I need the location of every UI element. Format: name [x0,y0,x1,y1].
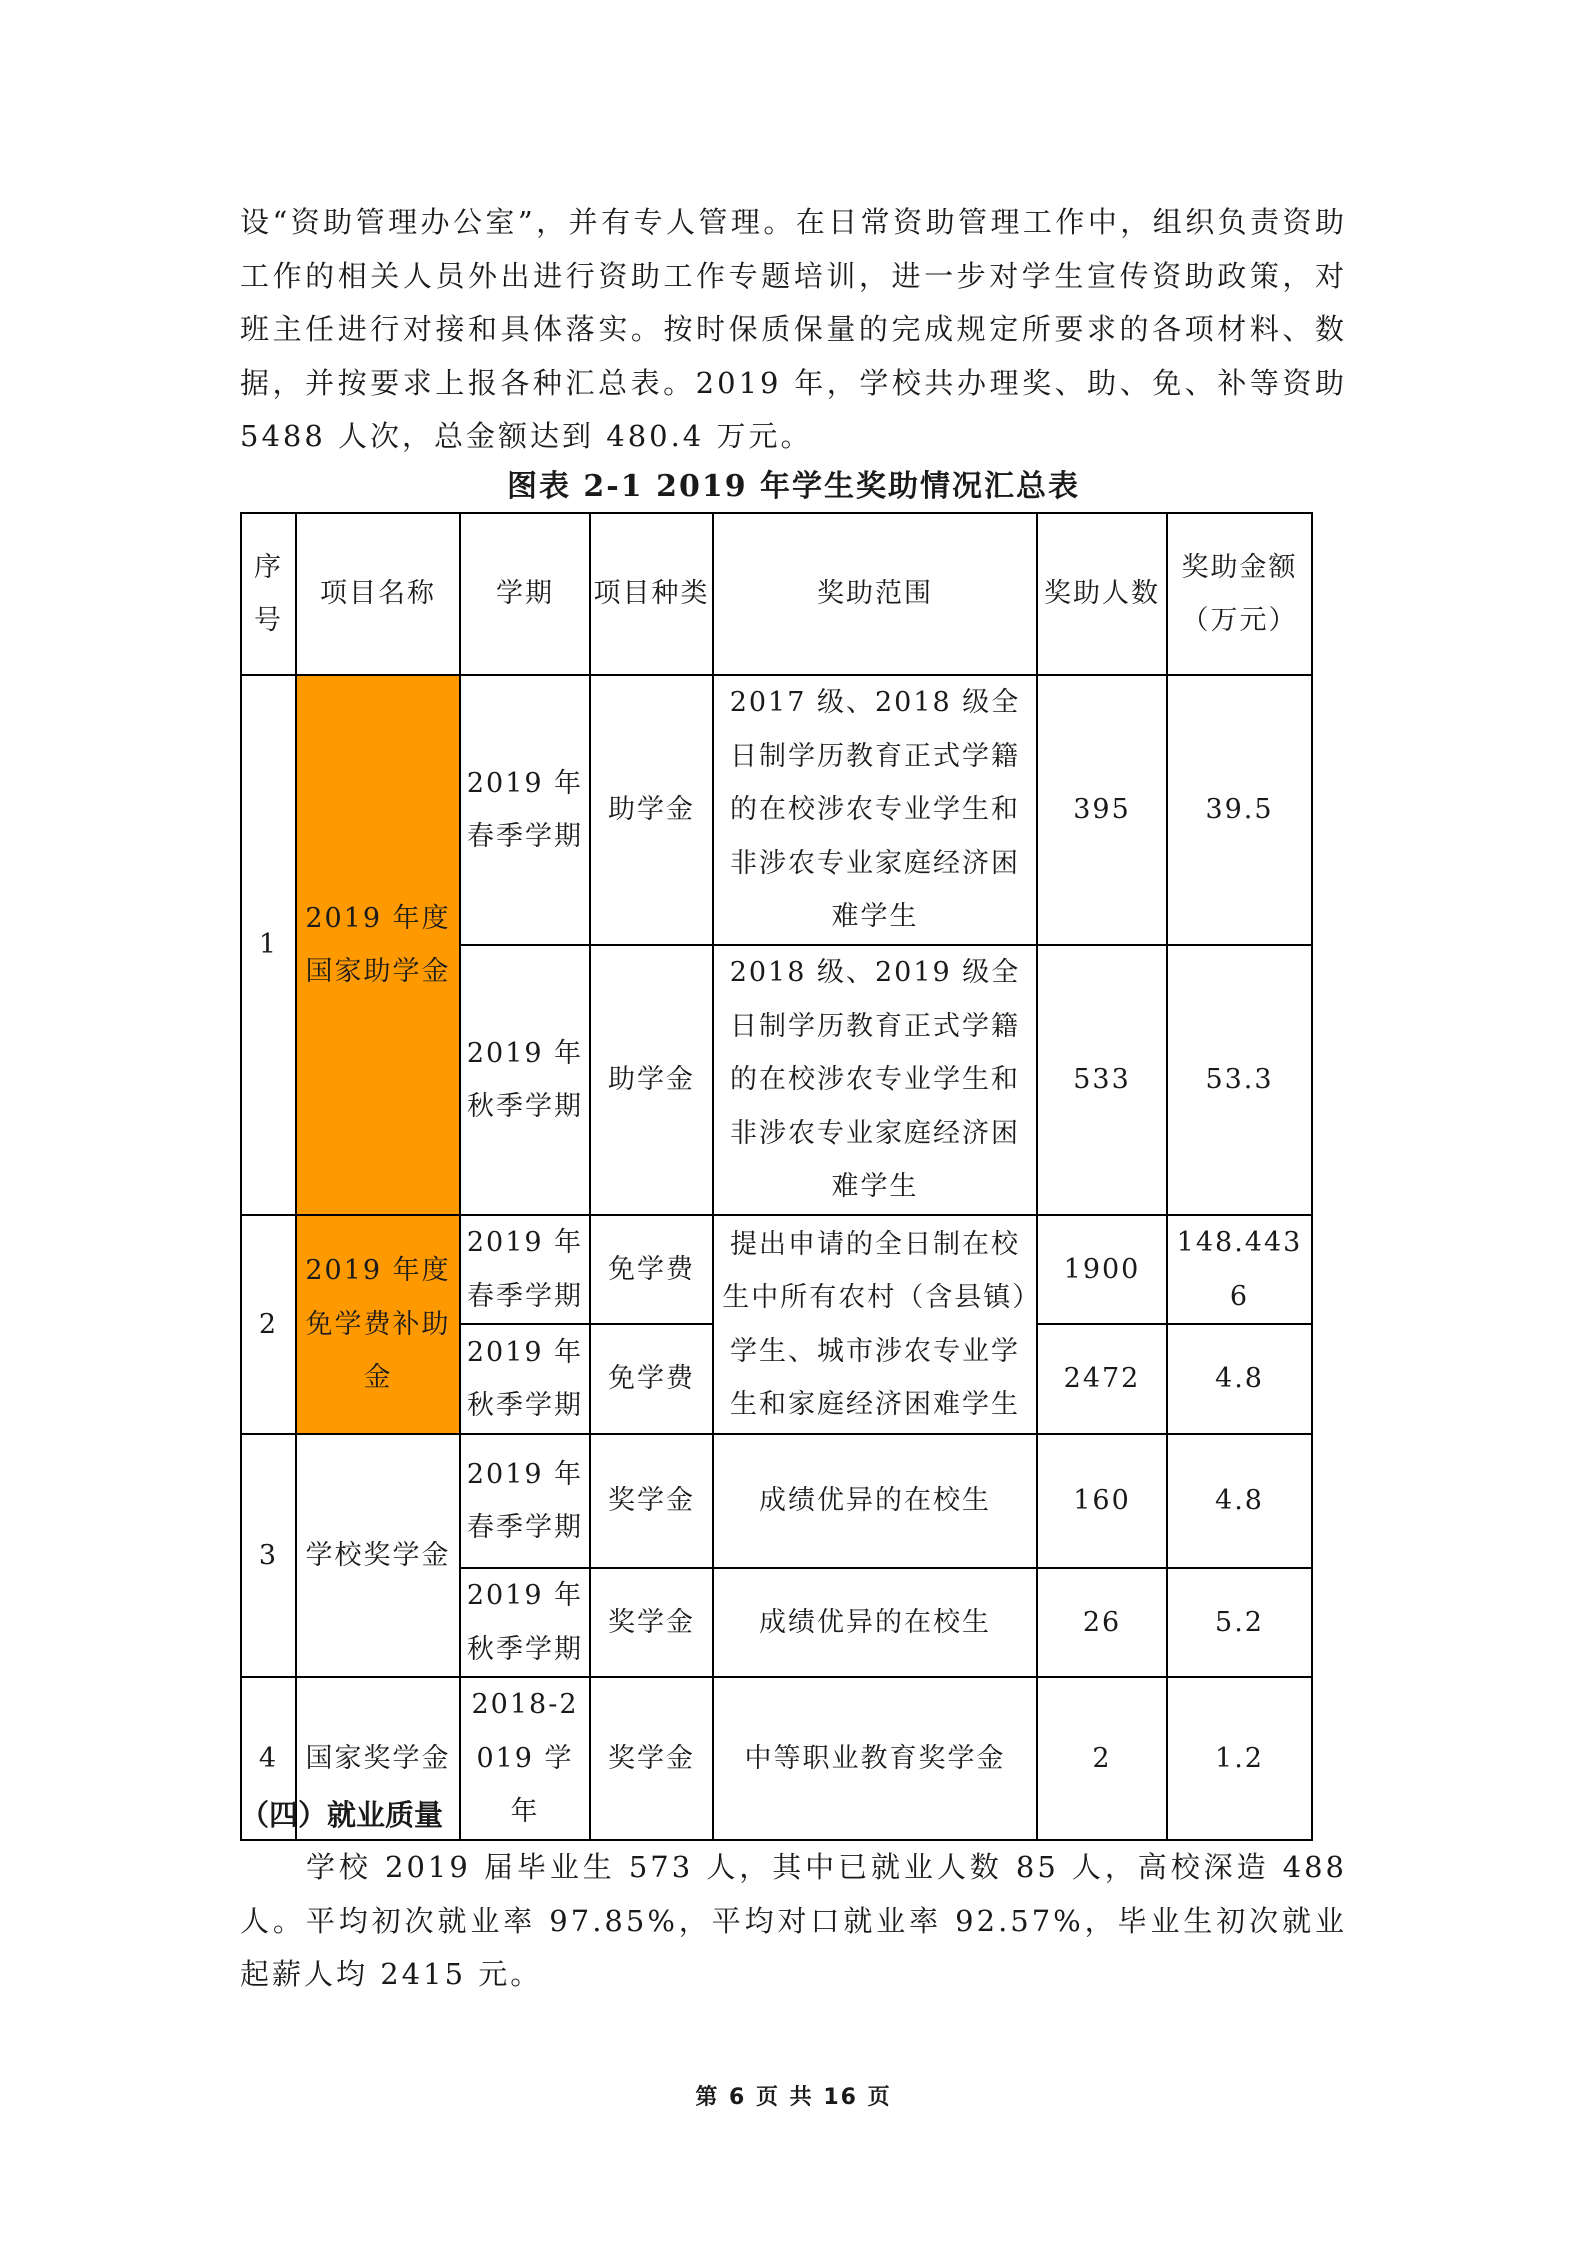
row-1a-type: 助学金 [590,675,713,945]
row-2-scope: 提出申请的全日制在校生中所有农村（含县镇）学生、城市涉农专业学生和家庭经济困难学生 [713,1215,1037,1434]
header-amount: 奖助金额（万元） [1167,513,1312,675]
row-1-name: 2019 年度国家助学金 [296,675,460,1215]
row-2-name: 2019 年度免学费补助金 [296,1215,460,1434]
table-header-row [241,513,1312,675]
row-4-amount: 1.2 [1167,1677,1312,1840]
table-row [241,1434,1312,1568]
row-3b-type: 奖学金 [590,1568,713,1677]
header-name: 项目名称 [296,513,460,675]
row-2a-type: 免学费 [590,1215,713,1324]
row-1a-amount: 39.5 [1167,675,1312,945]
row-4-type: 奖学金 [590,1677,713,1840]
row-1a-term: 2019 年春季学期 [460,675,590,945]
page-footer: 第 6 页 共 16 页 [695,2085,892,2110]
row-1a-count: 395 [1037,675,1167,945]
header-no: 序号 [241,513,296,675]
row-3b-scope: 成绩优异的在校生 [713,1568,1037,1677]
row-2b-term: 2019 年秋季学期 [460,1324,590,1434]
row-3b-count: 26 [1037,1568,1167,1677]
row-2-no: 2 [241,1215,296,1434]
header-count: 奖助人数 [1037,513,1167,675]
row-1b-count: 533 [1037,945,1167,1215]
row-2b-type: 免学费 [590,1324,713,1434]
row-1a-scope: 2017 级、2018 级全日制学历教育正式学籍的在校涉农专业学生和非涉农专业家庭经济困难学生 [713,675,1037,945]
row-1b-type: 助学金 [590,945,713,1215]
row-3a-term: 2019 年春季学期 [460,1434,590,1568]
row-3-name: 学校奖学金 [296,1434,460,1677]
row-4-scope: 中等职业教育奖学金 [713,1677,1037,1840]
row-1-no: 1 [241,675,296,1215]
row-2b-amount: 4.8 [1167,1324,1312,1434]
row-4-count: 2 [1037,1677,1167,1840]
row-3b-term: 2019 年秋季学期 [460,1568,590,1677]
row-2b-count: 2472 [1037,1324,1167,1434]
row-2a-amount: 148.4436 [1167,1215,1312,1324]
row-3b-amount: 5.2 [1167,1568,1312,1677]
row-1b-amount: 53.3 [1167,945,1312,1215]
row-4-term: 2018-2019 学年 [460,1677,590,1840]
table-row [241,675,1312,945]
header-term: 学期 [460,513,590,675]
header-scope: 奖助范围 [713,513,1037,675]
row-3-no: 3 [241,1434,296,1677]
row-4-no: 4 [241,1677,296,1840]
row-3a-type: 奖学金 [590,1434,713,1568]
row-2a-term: 2019 年春季学期 [460,1215,590,1324]
header-type: 项目种类 [590,513,713,675]
row-3a-scope: 成绩优异的在校生 [713,1434,1037,1568]
table-row [241,1215,1312,1324]
row-1b-term: 2019 年秋季学期 [460,945,590,1215]
intro-paragraph: 设“资助管理办公室”，并有专人管理。在日常资助管理工作中，组织负责资助工作的相关人员外出进行资助工作专题培训，进一步对学生宣传资助政策，对班主任进行对接和具体落实。按时保质保量的完成规定所要求的各项材料、数据，并按要求上报各种汇总表。2019 年，学校共办理奖、助、免、补等资助 5488 人次，总金额达到 480.4 万元。 [240,205,1347,453]
row-3a-count: 160 [1037,1434,1167,1568]
section-heading: （四）就业质量 [240,1798,444,1832]
row-3a-amount: 4.8 [1167,1434,1312,1568]
row-2a-count: 1900 [1037,1215,1167,1324]
row-1b-scope: 2018 级、2019 级全日制学历教育正式学籍的在校涉农专业学生和非涉农专业家庭经济困难学生 [713,945,1037,1215]
table-caption: 图表 2-1 2019 年学生奖助情况汇总表 [506,469,1081,504]
student-aid-summary-table [240,512,1313,1841]
employment-paragraph: 学校 2019 届毕业生 573 人，其中已就业人数 85 人，高校深造 488 人。平均初次就业率 97.85%，平均对口就业率 92.57%，毕业生初次就业起薪人均 2415 元。 [240,1850,1347,1991]
row-4-name: 国家奖学金 [296,1677,460,1840]
